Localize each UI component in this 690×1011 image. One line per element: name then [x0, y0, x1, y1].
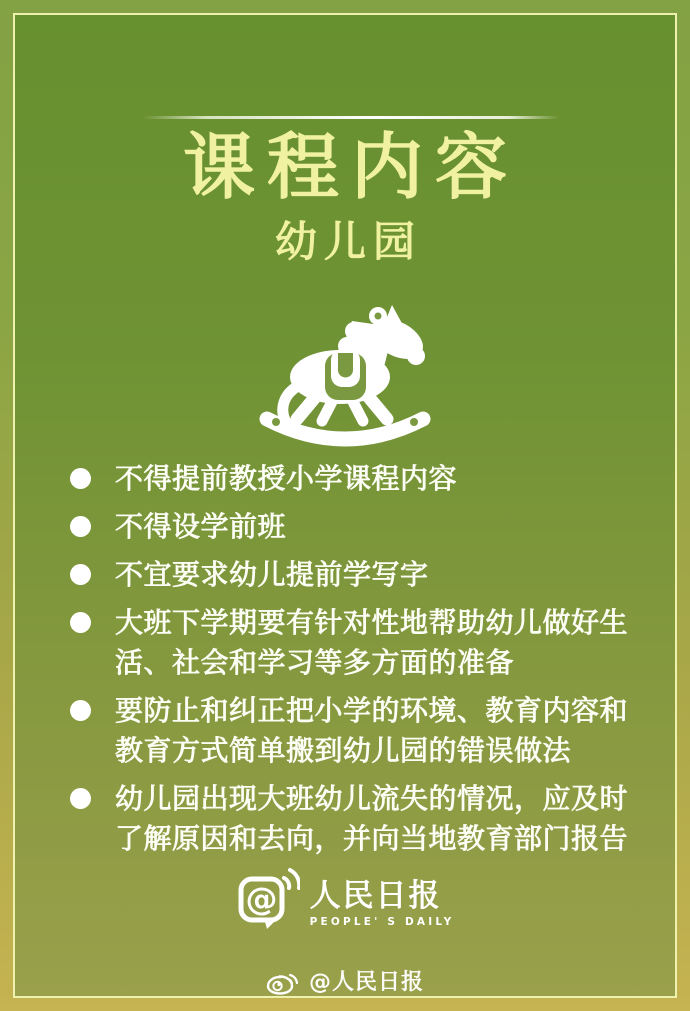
at-sign-logo-icon — [236, 866, 300, 930]
svg-text:@: @ — [245, 880, 278, 918]
list-item — [70, 459, 642, 499]
bullet-dot-icon — [70, 516, 91, 537]
divider-line — [143, 116, 559, 119]
list-item — [70, 779, 642, 859]
watermark — [15, 965, 675, 996]
bullet-text: 不得设学前班 — [115, 510, 287, 543]
logo-name-en: PEOPLE' S DAILY — [309, 916, 455, 928]
list-item — [70, 603, 642, 683]
bullet-list — [70, 459, 642, 867]
poster-card — [13, 13, 677, 998]
list-item — [70, 507, 642, 547]
bullet-dot-icon — [70, 700, 91, 721]
bullet-dot-icon — [70, 468, 91, 489]
bullet-text: 大班下学期要有针对性地帮助幼儿做好生活、社会和学习等多方面的准备 — [115, 606, 629, 679]
bullet-text: 不宜要求幼儿提前学写字 — [115, 558, 429, 591]
poster-title: 课程内容 — [182, 125, 519, 209]
bullet-dot-icon — [70, 612, 91, 633]
watermark-text: @人民日报 — [308, 970, 424, 995]
list-item — [70, 555, 642, 595]
bullet-dot-icon — [70, 564, 91, 585]
rocking-horse-icon — [15, 301, 675, 449]
bullet-text: 幼儿园出现大班幼儿流失的情况，应及时了解原因和去向，并向当地教育部门报告 — [115, 782, 629, 855]
list-item — [70, 691, 642, 771]
peoples-daily-logo — [15, 866, 675, 930]
bullet-text: 不得提前教授小学课程内容 — [115, 462, 458, 495]
logo-name: 人民日报 — [309, 878, 442, 915]
bullet-text: 要防止和纠正把小学的环境、教育内容和教育方式简单搬到幼儿园的错误做法 — [115, 694, 629, 767]
weibo-icon — [266, 967, 300, 995]
bullet-dot-icon — [70, 788, 91, 809]
poster-subtitle: 幼儿园 — [274, 217, 422, 266]
